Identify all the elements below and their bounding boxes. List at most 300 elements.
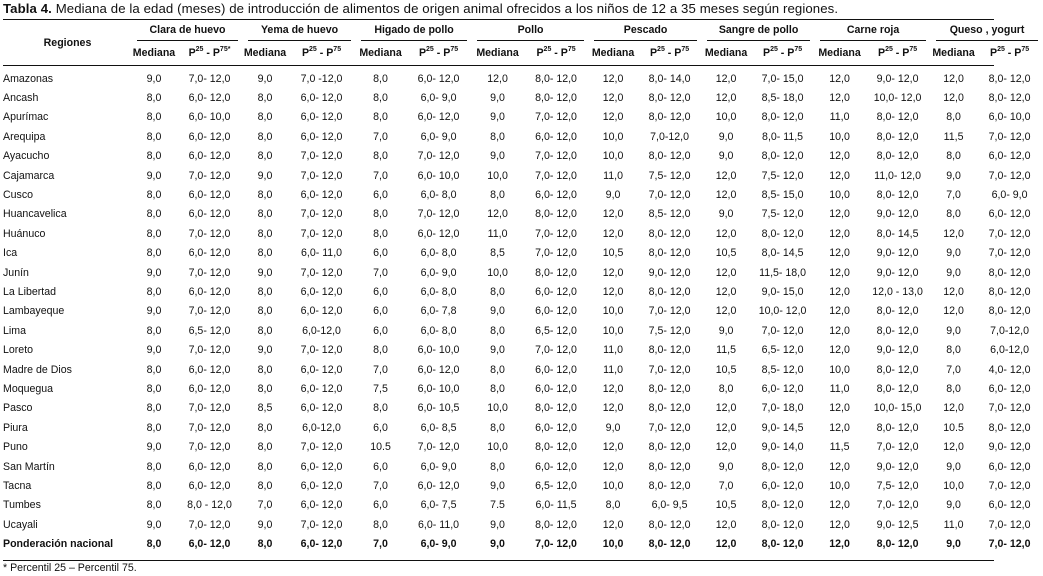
percentile-range-cell: 8,0- 12,0 [876,363,919,376]
percentile-range-cell: 8,0- 12,0 [876,305,919,318]
median-cell: 8,0 [373,92,388,105]
region-name: Piura [3,421,28,434]
median-subheader: Mediana [359,46,402,59]
percentile-range-cell: 6,0-12,0 [302,421,341,434]
group-header: Clara de huevo [149,24,226,36]
percentile-range-cell: 6,0- 12,0 [535,189,577,202]
percentile-range-cell: 8,0- 12,0 [761,150,804,163]
percentile-range-cell: 7,0- 12,0 [188,402,231,415]
percentile-range-cell: 8,0- 12,0 [535,441,577,454]
percentile-range-cell: 6,0- 8,5 [420,421,457,434]
percentile-range-cell: 8,0- 12,0 [535,518,577,531]
table-row [3,515,1043,534]
percentile-range-cell: 7,0- 18,0 [761,402,804,415]
percentile-range-cell: 8,0- 12,0 [761,227,804,240]
percentile-range-cell: 7,0- 12,0 [535,247,577,260]
region-name: Cajamarca [3,169,55,182]
median-cell: 10,0 [602,538,624,551]
percentile-range-cell: 8,0- 12,0 [648,247,691,260]
median-cell: 8,0 [373,208,388,221]
median-cell: 8,0 [257,382,273,395]
percentile-range-cell: 7,0- 12,0 [188,305,231,318]
median-cell: 8,0 [146,324,162,337]
median-subheader: Mediana [243,46,287,59]
median-cell: 8,0 [257,227,273,240]
median-cell: 8,0 [146,189,162,202]
median-cell: 12,0 [715,421,737,434]
median-cell: 12,0 [715,189,737,202]
percentile-range-cell: 9,0- 12,0 [988,441,1031,454]
median-cell: 8,5 [490,247,505,260]
median-cell: 8,0 [257,189,273,202]
percentile-range-cell: 6,0- 8,0 [420,285,457,298]
percentile-range-cell: 6,0- 12,0 [417,479,460,492]
percentile-range-cell: 11,5- 18,0 [759,266,807,279]
percentile-range-cell: 8,0- 12,0 [761,111,804,124]
median-cell: 7,5 [373,382,388,395]
percentile-range-cell: 6,0- 9,0 [420,266,457,279]
region-name: Moquegua [3,382,54,395]
percentile-range-cell: 6,0- 12,0 [188,285,231,298]
percentile-range-cell: 6,0- 12,0 [188,479,231,492]
median-cell: 10,0 [487,441,508,454]
percentile-range-cell: 8,0- 12,0 [648,344,691,357]
median-cell: 7,0 [373,266,388,279]
median-cell: 8,0 [490,285,505,298]
median-cell: 10,5 [715,363,737,376]
percentile-range-cell: 4,0- 12,0 [988,363,1031,376]
median-cell: 8,0 [146,499,162,512]
median-cell: 12,0 [602,266,624,279]
median-cell: 11,0 [943,518,964,531]
median-cell: 9,0 [946,324,961,337]
median-cell: 12,0 [943,402,964,415]
median-cell: 9,0 [946,266,961,279]
percentile-range-cell: 7,0- 12,0 [988,479,1031,492]
median-cell: 12,0 [487,72,508,85]
percentile-range-cell: 6,0- 11,0 [301,247,343,260]
percentile-range-subheader: $P^{25} - P^{75}$ [877,46,918,59]
percentile-range-cell: 8,0- 12,0 [535,72,577,85]
percentile-range-cell: 6,0- 9,0 [420,92,457,105]
group-header: Queso , yogurt [949,24,1025,36]
median-subheader: Mediana [932,46,975,59]
percentile-range-cell: 6,5- 12,0 [761,344,804,357]
percentile-range-cell: 8,0- 12,0 [648,111,691,124]
percentile-range-cell: 7,0- 12,0 [988,169,1031,182]
percentile-range-cell: 7,0- 12,0 [300,208,343,221]
table-title [3,1,838,16]
percentile-range-cell: 6,0- 12,0 [535,130,577,143]
percentile-range-cell: 6,0- 12,0 [300,111,343,124]
percentile-range-cell: 7,0- 12,0 [188,266,231,279]
percentile-range-cell: 6,0- 8,0 [420,189,457,202]
median-cell: 8,0 [257,538,273,551]
region-name: Loreto [3,344,34,357]
median-cell: 8,0 [490,363,505,376]
group-underline [248,40,351,41]
region-name: Huánuco [3,227,46,240]
region-name: Amazonas [3,72,54,85]
percentile-range-cell: 8,0- 11,5 [762,130,804,143]
median-cell: 9,0 [257,266,273,279]
median-cell: 6,0 [373,285,388,298]
percentile-range-subheader: $P^{25} - P^{75}$ [301,46,342,59]
percentile-range-cell: 6,0- 9,0 [420,130,457,143]
table-row [3,437,1043,456]
table-row [3,108,1043,127]
median-cell: 12,0 [829,499,850,512]
region-name: Tumbes [3,499,41,512]
median-cell: 12,0 [943,441,964,454]
percentile-range-cell: 6,0- 12,0 [188,247,231,260]
percentile-range-cell: 6,0- 12,0 [300,130,343,143]
percentile-range-cell: 8,0- 12,0 [988,285,1031,298]
percentile-range-cell: 7,0-12,0 [990,324,1029,337]
percentile-range-cell: 6,0- 12,0 [417,72,460,85]
percentile-range-cell: 8,0- 12,0 [876,111,919,124]
median-cell: 8,0 [146,402,162,415]
median-cell: 9,0 [257,344,273,357]
percentile-range-cell: 9,0- 12,0 [876,72,919,85]
median-cell: 8,0 [490,189,505,202]
percentile-range-cell: 8,0- 12,0 [648,518,691,531]
percentile-range-cell: 7,0- 12,0 [876,441,919,454]
median-cell: 8,0 [946,150,961,163]
median-cell: 8,0 [257,150,273,163]
percentile-range-cell: 8,0- 12,0 [876,189,919,202]
percentile-range-cell: 9,0- 12,0 [648,266,691,279]
percentile-range-cell: 7,0- 12,0 [535,150,577,163]
group-header: Carne roja [846,24,900,36]
percentile-range-subheader: $P^{25} - P^{75}$ [989,46,1030,59]
median-cell: 9,0 [490,538,505,551]
percentile-range-cell: 8,0- 12,0 [876,421,919,434]
median-cell: 12,0 [602,382,624,395]
percentile-range-cell: 6,0- 11,0 [418,518,460,531]
percentile-range-cell: 6,0- 12,0 [988,382,1031,395]
percentile-range-cell: 8,0- 12,0 [988,92,1031,105]
percentile-range-cell: 7,0- 12,0 [988,247,1031,260]
median-cell: 6,0 [373,305,388,318]
percentile-range-cell: 6,0- 12,0 [188,208,231,221]
median-cell: 7,0 [718,479,734,492]
percentile-range-cell: 6,0- 12,0 [535,460,577,473]
median-cell: 10,0 [829,479,850,492]
median-cell: 9,0 [718,208,734,221]
median-cell: 12,0 [829,344,850,357]
header-subcolumn-row [3,40,1043,65]
percentile-range-cell: 9,0- 12,0 [876,208,919,221]
regions-header: Regiones [43,36,92,49]
median-cell: 6,0 [373,324,388,337]
median-cell: 12,0 [715,538,737,551]
median-cell: 12,0 [943,285,964,298]
median-cell: 6,0 [373,247,388,260]
median-cell: 8,0 [373,402,388,415]
header-group-row [3,20,1043,40]
percentile-range-cell: 6,0- 12,0 [761,479,804,492]
percentile-range-subheader: $P^{25} - P^{75*}$ [188,46,231,59]
median-cell: 8,5 [257,402,273,415]
median-cell: 12,0 [829,150,850,163]
table-row [3,263,1043,282]
percentile-range-cell: 6,0- 12,0 [300,363,343,376]
median-cell: 12,0 [829,72,850,85]
percentile-range-cell: 6,0-12,0 [990,344,1029,357]
median-cell: 7,0 [257,499,273,512]
median-cell: 12,0 [602,227,624,240]
percentile-range-cell: 7,5- 12,0 [648,169,691,182]
percentile-range-cell: 7,0- 12,0 [876,499,919,512]
median-cell: 12,0 [829,92,850,105]
percentile-range-cell: 6,0- 12,0 [988,460,1031,473]
median-cell: 11,0 [829,382,850,395]
percentile-range-cell: 7,0- 12,0 [761,324,804,337]
percentile-range-cell: 7,0- 12,0 [988,538,1031,551]
table-row [3,244,1043,263]
median-cell: 12,0 [715,402,737,415]
percentile-range-cell: 6,0- 12,0 [300,305,343,318]
percentile-range-cell: 8,0- 12,0 [648,227,691,240]
percentile-range-cell: 6,0- 9,0 [420,460,457,473]
median-cell: 12,0 [715,169,737,182]
median-cell: 8,0 [146,479,162,492]
median-cell: 8,0 [146,247,162,260]
median-cell: 8,0 [490,421,505,434]
group-underline [477,40,584,41]
median-cell: 10.5 [370,441,391,454]
median-cell: 9,0 [146,169,162,182]
percentile-range-cell: 7,0- 12,0 [417,150,460,163]
percentile-range-cell: 6,0- 12,0 [188,382,231,395]
median-cell: 12,0 [715,92,737,105]
table-row [3,69,1043,88]
median-subheader: Mediana [591,46,635,59]
percentile-range-cell: 8,0- 12,0 [648,382,691,395]
group-header: Pollo [517,24,544,36]
percentile-range-cell: 6,5- 12,0 [188,324,231,337]
median-cell: 7,0 [373,479,388,492]
median-cell: 9,0 [718,150,734,163]
median-cell: 12,0 [602,518,624,531]
median-cell: 8,0 [373,227,388,240]
percentile-range-cell: 8,0- 12,0 [988,266,1031,279]
region-name: Junín [3,266,29,279]
median-cell: 12,0 [829,518,850,531]
region-name: San Martín [3,460,55,473]
percentile-range-cell: 11,0- 12,0 [874,169,922,182]
median-cell: 9,0 [946,169,961,182]
median-cell: 10,0 [602,324,624,337]
median-cell: 10,5 [602,247,624,260]
table-row [3,476,1043,495]
percentile-range-cell: 6,0- 12,0 [300,382,343,395]
median-cell: 12,0 [602,92,624,105]
percentile-range-cell: 7,0- 12,0 [535,111,577,124]
percentile-range-cell: 8,0- 12,0 [876,324,919,337]
percentile-range-cell: 7,0- 12,0 [300,441,343,454]
median-cell: 11,0 [829,111,850,124]
median-cell: 12,0 [829,402,850,415]
percentile-range-cell: 6,0- 12,0 [535,285,577,298]
percentile-range-cell: 7,0- 12,0 [188,421,231,434]
percentile-range-cell: 8,0- 12,0 [648,150,691,163]
median-cell: 8,0 [946,382,961,395]
percentile-range-cell: 7,0- 12,0 [648,189,691,202]
percentile-range-cell: 6,0- 12,0 [188,363,231,376]
median-cell: 8,0 [490,324,505,337]
median-cell: 9,0 [718,324,734,337]
percentile-range-cell: 9,0- 12,0 [876,344,919,357]
table-row [3,340,1043,359]
median-cell: 8,0 [257,363,273,376]
percentile-range-cell: 8,5- 18,0 [761,92,804,105]
median-cell: 10,0 [602,479,624,492]
percentile-range-cell: 8,0- 12,0 [648,460,691,473]
median-cell: 11,5 [716,344,736,357]
percentile-range-cell: 7,0- 12,0 [535,344,577,357]
table-caption: Mediana de la edad (meses) de introducción de alimentos de origen animal ofrecidos a los niños de 12 a 35 meses según regiones. [55,1,839,16]
median-cell: 9,0 [146,305,162,318]
percentile-range-cell: 6,0- 12,0 [535,363,577,376]
percentile-range-cell: 7,0 -12,0 [300,72,343,85]
percentile-range-cell: 6,5- 12,0 [535,479,577,492]
median-cell: 8,0 [257,305,273,318]
median-cell: 9,0 [490,305,505,318]
group-underline [820,40,926,41]
percentile-range-cell: 8,0- 12,0 [648,92,691,105]
percentile-range-cell: 7,0- 12,0 [188,344,231,357]
percentile-range-cell: 8,0- 12,0 [876,382,919,395]
median-cell: 12,0 [829,266,850,279]
median-cell: 8,0 [257,421,273,434]
median-cell: 12,0 [715,285,737,298]
median-cell: 9,0 [946,247,961,260]
region-name: Pasco [3,402,33,415]
table-row [3,379,1043,398]
percentile-range-cell: 6,0- 12,0 [300,479,343,492]
median-cell: 9,0 [946,499,961,512]
percentile-range-subheader: $P^{25} - P^{75}$ [536,46,576,59]
median-cell: 10,0 [943,479,964,492]
median-cell: 6,0 [373,421,388,434]
median-cell: 9,0 [490,344,505,357]
percentile-range-cell: 12,0 - 13,0 [872,285,923,298]
median-cell: 9,0 [257,72,273,85]
median-cell: 11,5 [943,130,964,143]
region-name: Lambayeque [3,305,65,318]
group-underline [361,40,467,41]
percentile-range-cell: 7,0- 15,0 [761,72,804,85]
median-cell: 8,0 [490,460,505,473]
percentile-range-cell: 7,0- 12,0 [188,518,231,531]
percentile-range-cell: 8,0- 12,0 [535,208,577,221]
national-total-row [3,534,1043,553]
median-cell: 10,0 [487,402,508,415]
median-cell: 12,0 [829,169,850,182]
percentile-range-cell: 9,0- 12,0 [876,266,919,279]
median-cell: 12,0 [829,227,850,240]
median-cell: 12,0 [829,285,850,298]
percentile-range-cell: 8,0- 12,0 [876,538,919,551]
median-cell: 9,0 [490,111,505,124]
percentile-range-cell: 7,0- 12,0 [988,518,1031,531]
percentile-range-cell: 8,0- 14,0 [648,72,691,85]
percentile-range-cell: 6,0- 12,0 [300,402,343,415]
group-underline [707,40,810,41]
percentile-range-cell: 7,0- 12,0 [417,208,460,221]
median-cell: 12,0 [943,227,964,240]
percentile-range-cell: 8,0- 12,0 [648,285,691,298]
median-cell: 9,0 [718,460,734,473]
median-cell: 12,0 [943,72,964,85]
median-cell: 10,0 [487,266,508,279]
percentile-range-cell: 6,5- 12,0 [535,324,577,337]
percentile-range-cell: 7,0- 12,0 [188,169,231,182]
percentile-range-cell: 8,0- 12,0 [535,92,577,105]
percentile-range-cell: 8,0- 12,0 [761,460,804,473]
percentile-range-cell: 7,5- 12,0 [648,324,691,337]
median-cell: 8,0 [605,499,621,512]
median-cell: 9,0 [257,518,273,531]
median-cell: 8,0 [146,130,162,143]
median-cell: 9,0 [490,92,505,105]
percentile-range-cell: 6,0- 12,0 [300,189,343,202]
median-cell: 12,0 [829,305,850,318]
median-cell: 10,0 [602,305,624,318]
percentile-range-cell: 9,0- 12,0 [876,247,919,260]
region-name: Ancash [3,92,39,105]
percentile-range-cell: 6,0- 12,0 [188,460,231,473]
percentile-range-cell: 9,0- 15,0 [761,285,804,298]
median-cell: 8,0 [146,421,162,434]
median-cell: 9,0 [605,189,621,202]
median-cell: 10,0 [602,130,624,143]
median-cell: 9,0 [146,441,162,454]
median-cell: 9,0 [257,169,273,182]
percentile-range-cell: 6,0- 12,0 [417,363,460,376]
percentile-range-cell: 6,0- 11,5 [535,499,577,512]
percentile-range-cell: 6,0- 12,0 [417,227,460,240]
median-cell: 8,0 [257,460,273,473]
median-cell: 12,0 [829,208,850,221]
percentile-range-cell: 7,0- 12,0 [648,363,691,376]
median-cell: 12,0 [602,111,624,124]
percentile-range-cell: 7,0- 12,0 [300,518,343,531]
percentile-range-subheader: $P^{25} - P^{75}$ [762,46,803,59]
percentile-range-cell: 6,0- 12,0 [988,150,1031,163]
percentile-range-cell: 7,0- 12,0 [535,227,577,240]
percentile-range-cell: 8,0- 12,0 [988,421,1031,434]
median-cell: 8,0 [146,538,162,551]
median-cell: 8,0 [146,150,162,163]
region-name: Lima [3,324,26,337]
table-row [3,166,1043,185]
percentile-range-cell: 6,0- 10,0 [988,111,1031,124]
group-header: Sangre de pollo [718,24,799,36]
percentile-range-cell: 6,0- 12,0 [300,499,343,512]
percentile-range-cell: 6,0- 10,5 [417,402,460,415]
percentile-range-cell: 7,0- 12,0 [648,421,691,434]
percentile-range-cell: 8,0- 12,0 [535,402,577,415]
median-cell: 9,0 [146,518,162,531]
percentile-range-cell: 7,0- 12,0 [535,169,577,182]
percentile-range-cell: 8,0- 12,0 [876,130,919,143]
percentile-range-cell: 6,0- 12,0 [988,208,1031,221]
percentile-range-cell: 9,0- 12,5 [876,518,919,531]
median-cell: 6,0 [373,499,388,512]
